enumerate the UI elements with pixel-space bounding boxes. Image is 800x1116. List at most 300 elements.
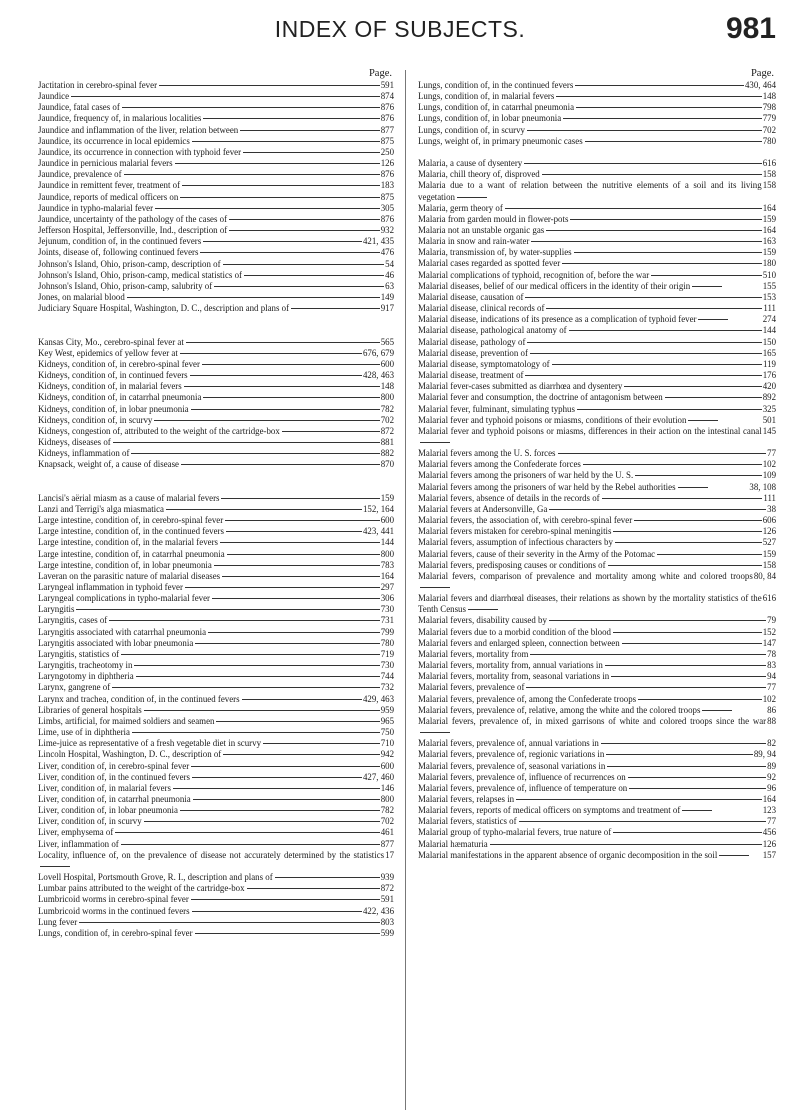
- entry-text: Liver, emphysema of: [38, 827, 380, 838]
- entry-text: Laryngeal complications in typho-malarial fever: [38, 593, 380, 604]
- entry-text: Laryngitis, cases of: [38, 615, 380, 626]
- index-entry: [418, 404, 776, 415]
- entry-page-ref: 939: [380, 872, 394, 883]
- index-entry: [38, 716, 394, 727]
- index-entry: [418, 671, 776, 682]
- entry-text: Large intestine, condition of, in the continued fevers: [38, 526, 362, 537]
- entry-text: Malarial manifestations in the apparent absence of organic decomposition in the soil: [418, 850, 749, 860]
- entry-page-ref: 88: [767, 715, 776, 726]
- entry-text: Liver, condition of, in malarial fevers: [38, 783, 380, 794]
- entry-page-ref: 159: [762, 548, 776, 559]
- index-entry: [38, 694, 394, 705]
- entry-text: Malarial fevers mistaken for cerebro-spinal meningitis: [418, 526, 762, 537]
- index-entry: [418, 136, 776, 147]
- entry-text: Malarial fevers, prevalence of, annual variations in: [418, 738, 766, 749]
- index-entry: [38, 917, 394, 928]
- entry-page-ref: 158: [762, 180, 776, 191]
- entry-text: Malarial fevers, assumption of infectious characters by: [418, 537, 762, 548]
- entry-page-ref: 146: [380, 782, 394, 793]
- entry-page-ref: 600: [380, 358, 394, 369]
- entry-page-ref: 875: [380, 191, 394, 202]
- index-entry: [38, 537, 394, 548]
- index-entry: [38, 582, 394, 593]
- entry-page-ref: 783: [380, 559, 394, 570]
- entry-page-ref: 731: [380, 615, 394, 626]
- entry-page-ref: 877: [380, 838, 394, 849]
- entry-page-ref: 111: [763, 492, 776, 503]
- entry-text: Kidneys, diseases of: [38, 437, 380, 448]
- entry-text: Jaundice, its occurrence in connection with typhoid fever: [38, 147, 380, 158]
- index-entry: [38, 504, 394, 515]
- entry-page-ref: 153: [762, 291, 776, 302]
- entry-page-ref: 54: [385, 258, 394, 269]
- entry-text: Jaundice and inflammation of the liver, relation between: [38, 125, 380, 136]
- entry-page-ref: 965: [380, 715, 394, 726]
- entry-page-ref: 800: [380, 793, 394, 804]
- entry-text: Lumbricoid worms in cerebro-spinal fever: [38, 894, 380, 905]
- entry-page-ref: 325: [762, 403, 776, 414]
- index-entry: [38, 91, 394, 102]
- entry-page-ref: 77: [767, 816, 776, 827]
- entry-page-ref: 158: [762, 559, 776, 570]
- entry-text: Jaundice in remittent fever, treatment of: [38, 180, 380, 191]
- entry-text: Lanzi and Terrigi's alga miasmatica: [38, 504, 362, 515]
- index-entries-left: [38, 80, 394, 939]
- entry-text: Jaundice, its occurrence in local epidemics: [38, 136, 380, 147]
- entry-page-ref: 152: [762, 626, 776, 637]
- index-entry: [418, 281, 776, 292]
- entry-page-ref: 616: [762, 158, 776, 169]
- entry-text: Lumbar pains attributed to the weight of the cartridge-box: [38, 883, 380, 894]
- entry-page-ref: 702: [380, 816, 394, 827]
- entry-page-ref: 876: [380, 102, 394, 113]
- entry-text: Malarial fevers, the association of, with cerebro-spinal fever: [418, 515, 762, 526]
- entry-text: Malarial fevers, cause of their severity in the Army of the Potomac: [418, 549, 762, 560]
- entry-text: Laryngitis associated with lobar pneumonia: [38, 638, 380, 649]
- index-entry: [38, 426, 394, 437]
- index-entry: [38, 113, 394, 124]
- entry-page-ref: 510: [762, 269, 776, 280]
- index-entry: [418, 292, 776, 303]
- entry-page-ref: 782: [380, 403, 394, 414]
- entry-text: Malarial fever and typhoid poisons or miasms, conditions of their evolution: [418, 415, 718, 425]
- entry-page-ref: 126: [762, 838, 776, 849]
- index-entry: [38, 894, 394, 905]
- index-entry: [38, 259, 394, 270]
- entry-text: Kidneys, condition of, in lobar pneumonia: [38, 404, 380, 415]
- entry-text: Jaundice, reports of medical officers on: [38, 192, 380, 203]
- entry-text: Malarial fever, fulminant, simulating typhus: [418, 404, 762, 415]
- entry-page-ref: 144: [762, 325, 776, 336]
- index-entry: [38, 192, 394, 203]
- index-entry: [418, 827, 776, 838]
- entry-text: Lumbricoid worms in the continued fevers: [38, 906, 362, 917]
- index-entry: [418, 638, 776, 649]
- entry-page-ref: 250: [380, 146, 394, 157]
- entry-text: Judiciary Square Hospital, Washington, D. C., description and plans of: [38, 303, 380, 314]
- entry-text: Locality, influence of, on the prevalence of disease not accurately determined by the statistics: [38, 850, 384, 871]
- index-entry: [418, 359, 776, 370]
- index-entry: [38, 805, 394, 816]
- index-entry: [418, 772, 776, 783]
- entry-page-ref: 782: [380, 805, 394, 816]
- entry-text: Malarial fevers, mortality from, annual variations in: [418, 660, 766, 671]
- entry-text: Lungs, condition of, in cerebro-spinal fever: [38, 928, 380, 939]
- entry-page-ref: 148: [762, 91, 776, 102]
- index-entry: [418, 627, 776, 638]
- entry-text: Malarial disease, symptomatology of: [418, 359, 762, 370]
- entry-text: Malarial disease, prevention of: [418, 348, 762, 359]
- entry-page-ref: 38: [767, 503, 776, 514]
- entry-page-ref: 719: [380, 648, 394, 659]
- entry-text: Joints, disease of, following continued fevers: [38, 247, 380, 258]
- entry-page-ref: 527: [762, 537, 776, 548]
- entry-text: Malarial fever and typhoid poisons or miasms, differences in their action on the intestinal canal: [418, 426, 762, 447]
- index-entry: [418, 816, 776, 827]
- index-entry: [418, 482, 776, 493]
- entry-text: Limbs, artificial, for maimed soldiers and seamen: [38, 716, 380, 727]
- index-entry: [38, 649, 394, 660]
- index-entry: [418, 850, 776, 861]
- entry-text: Liver, condition of, in scurvy: [38, 816, 380, 827]
- entry-page-ref: 147: [762, 637, 776, 648]
- entry-text: Large intestine, condition of, in the malarial fevers: [38, 537, 380, 548]
- entry-page-ref: 875: [380, 135, 394, 146]
- index-entry: [38, 627, 394, 638]
- entry-text: Larynx and trachea, condition of, in the continued fevers: [38, 694, 362, 705]
- index-entry: [38, 169, 394, 180]
- entry-text: Malarial hæmaturia: [418, 839, 762, 850]
- entry-text: Lime-juice as representative of a fresh vegetable diet in scurvy: [38, 738, 380, 749]
- entry-page-ref: 94: [767, 671, 776, 682]
- entry-page-ref: 882: [380, 448, 394, 459]
- entry-text: Malaria, germ theory of: [418, 203, 762, 214]
- entry-text: Malarial fevers due to a morbid condition of the blood: [418, 627, 762, 638]
- index-entry: [418, 258, 776, 269]
- entry-text: Malarial fevers, prevalence of, regionic variations in: [418, 749, 753, 760]
- index-entry: [418, 738, 776, 749]
- entry-page-ref: 803: [380, 916, 394, 927]
- entry-text: Malarial fevers, mortality from: [418, 649, 766, 660]
- entry-text: Liver, condition of, in lobar pneumonia: [38, 805, 380, 816]
- index-entry: [38, 359, 394, 370]
- entry-page-ref: 800: [380, 548, 394, 559]
- entry-page-ref: 702: [762, 124, 776, 135]
- entry-page-ref: 730: [380, 660, 394, 671]
- entry-text: Lungs, condition of, in scurvy: [418, 125, 762, 136]
- entry-text: Lungs, condition of, in malarial fevers: [418, 91, 762, 102]
- entry-text: Malarial fevers among the Confederate forces: [418, 459, 762, 470]
- index-entry: [418, 470, 776, 481]
- entry-text: Liver, condition of, in catarrhal pneumonia: [38, 794, 380, 805]
- entry-page-ref: 79: [767, 615, 776, 626]
- entry-page-ref: 423, 441: [362, 526, 394, 537]
- index-entry: [38, 448, 394, 459]
- index-entry: [418, 593, 776, 615]
- entry-text: Malarial fevers, statistics of: [418, 816, 766, 827]
- entry-text: Malarial group of typho-malarial fevers, true nature of: [418, 827, 762, 838]
- entry-text: Malarial fevers, prevalence of, seasonal variations in: [418, 761, 766, 772]
- entry-page-ref: 145: [762, 425, 776, 436]
- entry-page-ref: 159: [762, 247, 776, 258]
- index-entry: [418, 214, 776, 225]
- index-entry: [38, 225, 394, 236]
- index-entry: [418, 459, 776, 470]
- entry-text: Liver, condition of, in cerebro-spinal fever: [38, 761, 380, 772]
- index-entry: [418, 526, 776, 537]
- index-entry: [38, 437, 394, 448]
- entry-text: Kidneys, condition of, in malarial fevers: [38, 381, 380, 392]
- entry-text: Malarial cases regarded as spotted fever: [418, 258, 762, 269]
- entry-page-ref: 164: [380, 570, 394, 581]
- entry-text: Laryngitis, tracheotomy in: [38, 660, 380, 671]
- entry-page-ref: 744: [380, 671, 394, 682]
- index-entry: [418, 705, 776, 716]
- entry-page-ref: 422, 436: [362, 905, 394, 916]
- index-entry: [418, 560, 776, 571]
- index-entry: [418, 370, 776, 381]
- entry-page-ref: 159: [380, 492, 394, 503]
- index-entry: [38, 203, 394, 214]
- index-entry: [38, 928, 394, 939]
- entry-page-ref: 799: [380, 626, 394, 637]
- entry-page-ref: 180: [762, 258, 776, 269]
- index-entry: [418, 348, 776, 359]
- entry-text: Jaundice in pernicious malarial fevers: [38, 158, 380, 169]
- entry-page-ref: 46: [385, 269, 394, 280]
- entry-page-ref: 420: [762, 381, 776, 392]
- entry-text: Laryngitis, statistics of: [38, 649, 380, 660]
- entry-text: Jaundice, uncertainty of the pathology of the cases of: [38, 214, 380, 225]
- index-entry: [38, 270, 394, 281]
- entry-page-ref: 96: [767, 782, 776, 793]
- entry-page-ref: 152, 164: [362, 503, 394, 514]
- entry-page-ref: 606: [762, 515, 776, 526]
- entry-page-ref: 17: [385, 849, 394, 860]
- entry-text: Jaundice, fatal cases of: [38, 102, 380, 113]
- entry-page-ref: 427, 460: [362, 771, 394, 782]
- index-entry: [38, 593, 394, 604]
- index-entry: [38, 370, 394, 381]
- entry-page-ref: 591: [380, 80, 394, 90]
- entry-page-ref: 148: [380, 381, 394, 392]
- entry-text: Johnson's Island, Ohio, prison-camp, medical statistics of: [38, 270, 384, 281]
- entry-page-ref: 732: [380, 682, 394, 693]
- index-entry: [38, 337, 394, 348]
- entry-page-ref: 876: [380, 113, 394, 124]
- entry-page-ref: 274: [762, 314, 776, 325]
- index-entry: [38, 493, 394, 504]
- entry-text: Malarial fevers, reports of medical officers on symptoms and treatment of: [418, 805, 712, 815]
- index-entry: [418, 615, 776, 626]
- entry-text: Malarial fever-cases submitted as diarrhœa and dysentery: [418, 381, 762, 392]
- index-entry: [418, 158, 776, 169]
- entry-page-ref: 155: [762, 280, 776, 291]
- index-entry: [38, 214, 394, 225]
- column-divider: [405, 70, 406, 1110]
- index-entry: [38, 783, 394, 794]
- index-entry: [38, 872, 394, 883]
- entry-text: Kansas City, Mo., cerebro-spinal fever at: [38, 337, 380, 348]
- entry-page-ref: 429, 463: [362, 693, 394, 704]
- entry-text: Knapsack, weight of, a cause of disease: [38, 459, 380, 470]
- entry-text: Malarial fevers, relapses in: [418, 794, 762, 805]
- entry-text: Malaria, transmission of, by water-supplies: [418, 247, 762, 258]
- entry-text: Jaundice in typho-malarial fever: [38, 203, 380, 214]
- entry-page-ref: 157: [762, 849, 776, 860]
- index-entry: [418, 80, 776, 91]
- index-entry: [38, 236, 394, 247]
- page-number: 981: [725, 12, 776, 45]
- entry-text: Liver, condition of, in the continued fevers: [38, 772, 362, 783]
- entry-text: Large intestine, condition of, in lobar pneumonia: [38, 560, 380, 571]
- index-entry: [38, 560, 394, 571]
- entry-text: Malarial fever and consumption, the doctrine of antagonism between: [418, 392, 762, 403]
- index-entry: [38, 705, 394, 716]
- entry-text: Liver, inflammation of: [38, 839, 380, 850]
- index-entry: [418, 749, 776, 760]
- index-entry: [38, 281, 394, 292]
- entry-text: Larynx, gangrene of: [38, 682, 380, 693]
- index-entry: [418, 571, 776, 593]
- entry-page-ref: 730: [380, 604, 394, 615]
- index-entry: [38, 102, 394, 113]
- entry-page-ref: 150: [762, 336, 776, 347]
- entry-text: Lancisi's aërial miasm as a cause of malarial fevers: [38, 493, 380, 504]
- index-entry: [418, 783, 776, 794]
- entry-text: Libraries of general hospitals: [38, 705, 380, 716]
- entry-page-ref: 176: [762, 370, 776, 381]
- entry-text: Malarial disease, treatment of: [418, 370, 762, 381]
- index-entries-right: [418, 80, 776, 861]
- index-entry: [418, 225, 776, 236]
- entry-page-ref: 80, 84: [753, 570, 776, 581]
- index-entry: [418, 91, 776, 102]
- entry-text: Large intestine, condition of, in catarrhal pneumonia: [38, 549, 380, 560]
- entry-page-ref: 119: [763, 358, 776, 369]
- entry-text: Kidneys, condition of, in scurvy: [38, 415, 380, 426]
- entry-page-ref: 126: [380, 158, 394, 169]
- entry-text: Malarial fevers, prevalence of, influence of temperature on: [418, 783, 766, 794]
- index-entry: [418, 113, 776, 124]
- entry-page-ref: 89, 94: [753, 749, 776, 760]
- entry-text: Malarial disease, pathology of: [418, 337, 762, 348]
- index-entry: [38, 738, 394, 749]
- index-entry: [38, 158, 394, 169]
- entry-text: Jaundice, frequency of, in malarious localities: [38, 113, 380, 124]
- entry-text: Kidneys, condition of, in catarrhal pneumonia: [38, 392, 380, 403]
- entry-page-ref: 800: [380, 392, 394, 403]
- entry-page-ref: 959: [380, 704, 394, 715]
- index-entry: [418, 314, 776, 325]
- entry-text: Laryngitis: [38, 604, 380, 615]
- entry-page-ref: 102: [762, 693, 776, 704]
- entry-text: Jejunum, condition of, in the continued fevers: [38, 236, 362, 247]
- index-entry: [418, 236, 776, 247]
- entry-page-ref: 82: [767, 738, 776, 749]
- right-column: [418, 68, 776, 861]
- entry-page-ref: 109: [762, 470, 776, 481]
- entry-page-ref: 780: [762, 135, 776, 146]
- index-entry: [38, 883, 394, 894]
- entry-page-ref: 126: [762, 526, 776, 537]
- entry-text: Jaundice: [38, 91, 380, 102]
- index-entry: [418, 325, 776, 336]
- entry-page-ref: 779: [762, 113, 776, 124]
- entry-page-ref: 710: [380, 738, 394, 749]
- entry-text: Laryngotomy in diphtheria: [38, 671, 380, 682]
- index-entry: [38, 850, 394, 872]
- entry-text: Malarial fevers, prevalence of, among the Confederate troops: [418, 694, 762, 705]
- entry-text: Malarial diseases, belief of our medical officers in the identity of their origin: [418, 281, 722, 291]
- index-entry: [38, 816, 394, 827]
- entry-page-ref: 798: [762, 102, 776, 113]
- entry-page-ref: 78: [767, 648, 776, 659]
- index-entry: [418, 392, 776, 403]
- entry-page-ref: 159: [762, 213, 776, 224]
- entry-text: Jones, on malarial blood: [38, 292, 380, 303]
- index-entry: [38, 727, 394, 738]
- index-entry: [418, 247, 776, 258]
- index-entry: [38, 749, 394, 760]
- entry-page-ref: 428, 463: [362, 370, 394, 381]
- entry-page-ref: 164: [762, 793, 776, 804]
- entry-page-ref: 144: [380, 537, 394, 548]
- entry-page-ref: 456: [762, 827, 776, 838]
- index-entry: [418, 649, 776, 660]
- index-entry: [418, 303, 776, 314]
- entry-page-ref: 149: [380, 291, 394, 302]
- entry-text: Malaria, a cause of dysentery: [418, 158, 762, 169]
- entry-page-ref: 461: [380, 827, 394, 838]
- index-entry: [418, 537, 776, 548]
- index-entry: [418, 448, 776, 459]
- entry-page-ref: 83: [767, 660, 776, 671]
- index-entry: [38, 180, 394, 191]
- entry-page-ref: 476: [380, 247, 394, 258]
- index-entry: [38, 348, 394, 359]
- entry-page-ref: 874: [380, 91, 394, 102]
- entry-text: Malarial fevers among the U. S. forces: [418, 448, 766, 459]
- entry-text: Kidneys, condition of, in continued fevers: [38, 370, 362, 381]
- left-column: [38, 68, 394, 939]
- index-entry: [38, 571, 394, 582]
- index-entry: [418, 682, 776, 693]
- index-entry: [38, 772, 394, 783]
- entry-page-ref: 158: [762, 169, 776, 180]
- entry-page-ref: 870: [380, 459, 394, 470]
- index-entry: [418, 839, 776, 850]
- entry-page-ref: 89: [767, 760, 776, 771]
- entry-text: Malarial disease, indications of its presence as a complication of typhoid fever: [418, 314, 728, 324]
- index-entry: [418, 203, 776, 214]
- index-entry: [418, 716, 776, 738]
- entry-page-ref: 600: [380, 515, 394, 526]
- entry-text: Malarial fevers, prevalence of: [418, 682, 766, 693]
- entry-text: Johnson's Island, Ohio, prison-camp, salubrity of: [38, 281, 384, 292]
- entry-text: Jactitation in cerebro-spinal fever: [38, 80, 380, 91]
- entry-text: Laryngitis associated with catarrhal pneumonia: [38, 627, 380, 638]
- entry-text: Kidneys, condition of, in cerebro-spinal fever: [38, 359, 380, 370]
- entry-page-ref: 932: [380, 225, 394, 236]
- entry-text: Lungs, condition of, in the continued fevers: [418, 80, 744, 91]
- entry-page-ref: 702: [380, 414, 394, 425]
- entry-text: Malarial fevers, mortality from, seasonal variations in: [418, 671, 766, 682]
- entry-page-ref: 123: [762, 805, 776, 816]
- entry-page-ref: 183: [380, 180, 394, 191]
- entry-text: Malaria in snow and rain-water: [418, 236, 762, 247]
- entry-page-ref: 876: [380, 213, 394, 224]
